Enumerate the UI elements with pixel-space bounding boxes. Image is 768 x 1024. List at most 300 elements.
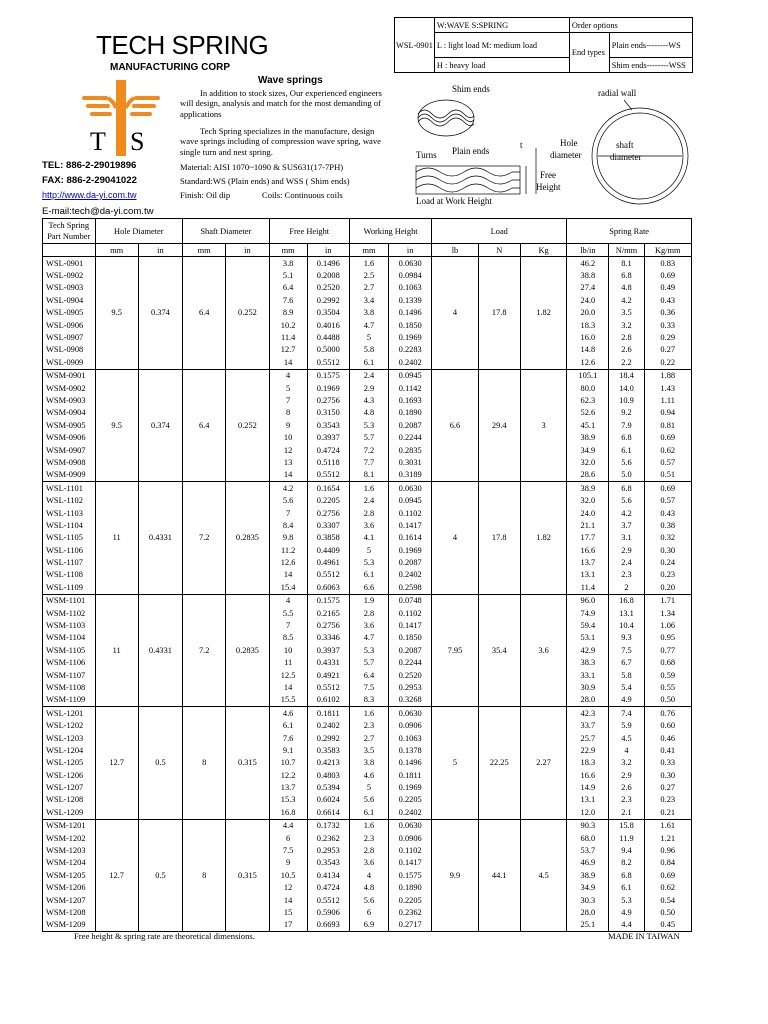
spring-rate-cell: 0.33: [644, 319, 692, 331]
logo-letter-s: S: [130, 127, 145, 156]
table-row: [43, 594, 692, 607]
load-n-cell: 44.1: [478, 819, 520, 932]
height-cell: 0.0630: [389, 819, 432, 832]
spring-rate-cell: 0.50: [644, 694, 692, 707]
height-cell: 0.6614: [307, 806, 349, 819]
height-cell: 5.3: [349, 644, 388, 656]
height-cell: 6: [349, 906, 388, 918]
height-cell: 0.1850: [389, 319, 432, 331]
spring-rate-cell: 6.1: [609, 882, 644, 894]
part-number-cell: WSL-1108: [43, 569, 96, 581]
part-number-cell: WSM-1209: [43, 919, 96, 932]
height-cell: 0.3346: [307, 632, 349, 644]
part-number-cell: WSL-1203: [43, 732, 96, 744]
company-subtitle: MANUFACTURING CORP: [110, 62, 230, 73]
unit-label: lb/in: [567, 244, 609, 257]
height-cell: 3.8: [349, 307, 388, 319]
height-cell: 4.4: [269, 819, 307, 832]
height-cell: 6.1: [349, 569, 388, 581]
height-cell: 0.0984: [389, 269, 432, 281]
logo-letter-t: T: [90, 127, 106, 156]
height-cell: 0.2717: [389, 919, 432, 932]
height-cell: 0.1142: [389, 382, 432, 394]
spring-rate-cell: 5.8: [609, 669, 644, 681]
spring-rate-cell: 1.71: [644, 594, 692, 607]
height-cell: 9.1: [269, 744, 307, 756]
height-cell: 3.4: [349, 294, 388, 306]
shaft-mm-cell: 8: [183, 819, 226, 932]
height-cell: 6.1: [269, 719, 307, 731]
part-number-cell: WSM-0909: [43, 469, 96, 482]
height-cell: 2.8: [349, 507, 388, 519]
spring-rate-cell: 9.3: [609, 632, 644, 644]
height-cell: 5.1: [269, 269, 307, 281]
part-number-cell: WSL-1106: [43, 544, 96, 556]
spring-rate-cell: 4: [609, 744, 644, 756]
height-cell: 7.7: [349, 456, 388, 468]
load-kg-cell: 1.82: [520, 257, 566, 370]
part-number-cell: WSM-1108: [43, 681, 96, 693]
unit-label: mm: [269, 244, 307, 257]
header-spring-rate: Spring Rate: [567, 219, 692, 244]
hole-mm-cell: 11: [95, 482, 138, 595]
height-cell: 0.0906: [389, 832, 432, 844]
height-cell: 0.5512: [307, 681, 349, 693]
height-cell: 0.4961: [307, 556, 349, 568]
height-cell: 1.6: [349, 257, 388, 270]
spring-rate-cell: 27.4: [567, 282, 609, 294]
load-lb-cell: 6.6: [432, 369, 478, 482]
spring-rate-cell: 0.94: [644, 407, 692, 419]
height-cell: 3.5: [349, 744, 388, 756]
spring-rate-cell: 3.2: [609, 757, 644, 769]
height-cell: 3.6: [349, 619, 388, 631]
spring-rate-cell: 8.1: [609, 257, 644, 270]
height-cell: 6.6: [349, 581, 388, 594]
height-cell: 14: [269, 469, 307, 482]
height-cell: 0.4488: [307, 331, 349, 343]
height-cell: 0.4134: [307, 869, 349, 881]
height-cell: 4.7: [349, 632, 388, 644]
spring-rate-cell: 74.9: [567, 607, 609, 619]
height-cell: 5.6: [349, 794, 388, 806]
spring-rate-cell: 20.0: [567, 307, 609, 319]
part-number-cell: WSM-0908: [43, 456, 96, 468]
height-cell: 5: [269, 382, 307, 394]
spring-rate-cell: 2.9: [609, 769, 644, 781]
height-cell: 7.2: [349, 444, 388, 456]
shaft-mm-cell: 6.4: [183, 369, 226, 482]
unit-label: N: [478, 244, 520, 257]
hole-in-cell: 0.5: [138, 819, 182, 932]
spring-rate-cell: 1.06: [644, 619, 692, 631]
unit-label: Kg: [520, 244, 566, 257]
table-row: [43, 819, 692, 832]
height-cell: 6.1: [349, 356, 388, 369]
shaft-mm-cell: 7.2: [183, 482, 226, 595]
height-cell: 4.1: [349, 532, 388, 544]
height-cell: 9.8: [269, 532, 307, 544]
shaft-mm-cell: 8: [183, 707, 226, 820]
unit-label: in: [138, 244, 182, 257]
spring-rate-cell: 96.0: [567, 594, 609, 607]
unit-label: N/mm: [609, 244, 644, 257]
height-cell: 0.1575: [307, 369, 349, 382]
height-cell: 5.3: [349, 419, 388, 431]
height-cell: 12.6: [269, 556, 307, 568]
height-cell: 15.4: [269, 581, 307, 594]
spring-rate-cell: 0.76: [644, 707, 692, 720]
spring-rate-cell: 0.69: [644, 431, 692, 443]
height-cell: 0.1063: [389, 282, 432, 294]
spring-rate-cell: 46.2: [567, 257, 609, 270]
height-cell: 0.2756: [307, 394, 349, 406]
spring-rate-cell: 5.0: [609, 469, 644, 482]
spring-rate-cell: 0.38: [644, 519, 692, 531]
spring-rate-cell: 0.69: [644, 869, 692, 881]
spring-rate-cell: 34.9: [567, 444, 609, 456]
spring-rate-cell: 0.41: [644, 744, 692, 756]
height-cell: 10.2: [269, 319, 307, 331]
part-number-cell: WSM-1207: [43, 894, 96, 906]
height-cell: 12.7: [269, 344, 307, 356]
height-cell: 2.5: [349, 269, 388, 281]
spring-rate-cell: 0.46: [644, 732, 692, 744]
part-number-cell: WSM-0902: [43, 382, 96, 394]
spring-rate-cell: 80.0: [567, 382, 609, 394]
height-cell: 14: [269, 569, 307, 581]
height-cell: 2.4: [349, 494, 388, 506]
height-cell: 12: [269, 444, 307, 456]
spring-rate-cell: 10.4: [609, 619, 644, 631]
height-cell: 0.6693: [307, 919, 349, 932]
table-row: [43, 707, 692, 720]
spring-rate-cell: 0.68: [644, 657, 692, 669]
shaft-in-cell: 0.2835: [226, 594, 269, 707]
height-cell: 0.1102: [389, 507, 432, 519]
height-cell: 6.4: [269, 282, 307, 294]
part-number-cell: WSL-1107: [43, 556, 96, 568]
height-cell: 0.1378: [389, 744, 432, 756]
plain-ends-option: Plain ends--------WS: [609, 33, 692, 58]
height-cell: 2.3: [349, 719, 388, 731]
part-number-cell: WSL-1109: [43, 581, 96, 594]
height-cell: 0.6024: [307, 794, 349, 806]
height-cell: 4.3: [349, 394, 388, 406]
height-cell: 0.0630: [389, 482, 432, 495]
table-row: [43, 482, 692, 495]
spring-rate-cell: 13.7: [567, 556, 609, 568]
part-number-cell: WSM-1102: [43, 607, 96, 619]
height-cell: 0.1811: [307, 707, 349, 720]
spring-rate-cell: 32.0: [567, 494, 609, 506]
part-number-cell: WSM-0907: [43, 444, 96, 456]
height-cell: 8.1: [349, 469, 388, 482]
part-number-cell: WSM-0904: [43, 407, 96, 419]
height-cell: 0.2835: [389, 444, 432, 456]
shaft-in-cell: 0.315: [226, 819, 269, 932]
height-cell: 0.3504: [307, 307, 349, 319]
spring-rate-cell: 1.61: [644, 819, 692, 832]
load-legend-2: H : heavy load: [434, 58, 569, 73]
spring-rate-cell: 4.2: [609, 507, 644, 519]
height-cell: 7.5: [349, 681, 388, 693]
hole-in-cell: 0.374: [138, 257, 182, 370]
height-cell: 0.1850: [389, 632, 432, 644]
email-text: E-mail:tech@da-yi.com.tw: [42, 206, 154, 217]
spring-rate-cell: 7.4: [609, 707, 644, 720]
spring-rate-cell: 13.1: [567, 569, 609, 581]
height-cell: 0.2992: [307, 732, 349, 744]
spring-rate-cell: 2.9: [609, 544, 644, 556]
height-cell: 0.2244: [389, 431, 432, 443]
fax-text: FAX: 886-2-29041022: [42, 175, 137, 186]
part-number-cell: WSM-1101: [43, 594, 96, 607]
height-cell: 0.1654: [307, 482, 349, 495]
spring-rate-cell: 18.3: [567, 757, 609, 769]
height-cell: 0.1417: [389, 519, 432, 531]
spring-rate-cell: 42.3: [567, 707, 609, 720]
height-cell: 0.2520: [389, 669, 432, 681]
header-hole-diameter: Hole Diameter: [95, 219, 183, 244]
spring-rate-cell: 15.8: [609, 819, 644, 832]
spring-rate-cell: 25.1: [567, 919, 609, 932]
height-cell: 0.1969: [389, 544, 432, 556]
height-cell: 0.1496: [389, 757, 432, 769]
height-cell: 11: [269, 657, 307, 669]
height-cell: 0.1969: [307, 382, 349, 394]
spring-rate-cell: 0.69: [644, 482, 692, 495]
load-kg-cell: 4.5: [520, 819, 566, 932]
height-cell: 0.1102: [389, 844, 432, 856]
part-number-cell: WSL-1204: [43, 744, 96, 756]
spring-rate-cell: 0.23: [644, 794, 692, 806]
height-cell: 0.4016: [307, 319, 349, 331]
part-number-cell: WSL-0907: [43, 331, 96, 343]
company-logo: [78, 78, 164, 158]
spring-rate-cell: 0.62: [644, 444, 692, 456]
spring-rate-cell: 0.50: [644, 906, 692, 918]
height-cell: 0.1732: [307, 819, 349, 832]
height-cell: 0.1575: [389, 869, 432, 881]
height-cell: 0.2756: [307, 507, 349, 519]
part-number-cell: WSM-1105: [43, 644, 96, 656]
spring-rate-cell: 5.9: [609, 719, 644, 731]
made-in-label: MADE IN TAIWAN: [608, 931, 680, 941]
spring-rate-cell: 0.43: [644, 294, 692, 306]
spring-rate-cell: 7.9: [609, 419, 644, 431]
height-cell: 0.2087: [389, 419, 432, 431]
hole-mm-cell: 9.5: [95, 369, 138, 482]
footnote: Free height & spring rate are theoretical dimensions.: [74, 931, 255, 941]
height-cell: 6.9: [349, 919, 388, 932]
spring-rate-cell: 32.0: [567, 456, 609, 468]
tel-text: TEL: 886-2-29019896: [42, 160, 137, 171]
spring-rate-cell: 1.88: [644, 369, 692, 382]
height-cell: 0.0630: [389, 257, 432, 270]
spring-rate-cell: 53.7: [567, 844, 609, 856]
spring-rate-cell: 33.7: [567, 719, 609, 731]
material-text: Material: AISI 1070~1090 & SUS631(17-7PH): [180, 162, 344, 172]
spring-rate-cell: 45.1: [567, 419, 609, 431]
height-cell: 4: [269, 369, 307, 382]
height-cell: 0.2087: [389, 644, 432, 656]
height-cell: 0.5394: [307, 781, 349, 793]
load-lb-cell: 7.95: [432, 594, 478, 707]
order-options-table: [394, 17, 693, 73]
shim-ends-option: Shim ends--------WSS: [609, 58, 692, 73]
height-cell: 14: [269, 356, 307, 369]
height-cell: 6.4: [349, 669, 388, 681]
part-number-cell: WSM-0905: [43, 419, 96, 431]
height-cell: 0.2402: [307, 719, 349, 731]
load-n-cell: 35.4: [478, 594, 520, 707]
height-cell: 7: [269, 619, 307, 631]
height-cell: 8.9: [269, 307, 307, 319]
load-kg-cell: 3.6: [520, 594, 566, 707]
spring-rate-cell: 2.8: [609, 331, 644, 343]
height-cell: 5: [349, 544, 388, 556]
spring-rate-cell: 9.2: [609, 407, 644, 419]
load-lb-cell: 5: [432, 707, 478, 820]
spring-rate-cell: 1.34: [644, 607, 692, 619]
height-cell: 0.0630: [389, 707, 432, 720]
part-number-cell: WSL-1103: [43, 507, 96, 519]
spring-rate-cell: 2.1: [609, 806, 644, 819]
part-number-cell: WSM-1104: [43, 632, 96, 644]
spring-rate-cell: 0.20: [644, 581, 692, 594]
spring-rate-cell: 0.81: [644, 419, 692, 431]
spring-rate-cell: 0.59: [644, 669, 692, 681]
hole-in-cell: 0.4331: [138, 594, 182, 707]
label-hole: Hole: [560, 138, 578, 148]
height-cell: 12.2: [269, 769, 307, 781]
height-cell: 0.3543: [307, 857, 349, 869]
spring-rate-cell: 38.9: [567, 482, 609, 495]
spring-rate-cell: 0.22: [644, 356, 692, 369]
shaft-mm-cell: 7.2: [183, 594, 226, 707]
part-number-cell: WSL-1205: [43, 757, 96, 769]
part-number-cell: WSM-1204: [43, 857, 96, 869]
height-cell: 5: [349, 331, 388, 343]
load-lb-cell: 4: [432, 257, 478, 370]
website-link[interactable]: http://www.da-yi.com.tw: [42, 190, 137, 200]
spring-rate-cell: 2.2: [609, 356, 644, 369]
end-types-label: End types: [569, 33, 609, 73]
height-cell: 7: [269, 394, 307, 406]
height-cell: 4.8: [349, 882, 388, 894]
spring-rate-cell: 0.83: [644, 257, 692, 270]
height-cell: 12.5: [269, 669, 307, 681]
height-cell: 0.6063: [307, 581, 349, 594]
spring-rate-cell: 10.9: [609, 394, 644, 406]
spring-rate-cell: 0.33: [644, 757, 692, 769]
spring-rate-cell: 2: [609, 581, 644, 594]
height-cell: 0.1496: [307, 257, 349, 270]
height-cell: 8.4: [269, 519, 307, 531]
height-cell: 13.7: [269, 781, 307, 793]
height-cell: 7: [269, 507, 307, 519]
spring-rate-cell: 17.7: [567, 532, 609, 544]
height-cell: 0.3583: [307, 744, 349, 756]
height-cell: 0.5512: [307, 894, 349, 906]
spring-rate-cell: 2.6: [609, 344, 644, 356]
coils-text: Coils: Continuous coils: [262, 190, 343, 200]
spring-rate-cell: 13.1: [567, 794, 609, 806]
height-cell: 0.6102: [307, 694, 349, 707]
height-cell: 0.4724: [307, 882, 349, 894]
height-cell: 2.7: [349, 282, 388, 294]
spring-rate-cell: 4.9: [609, 694, 644, 707]
spring-rate-cell: 1.11: [644, 394, 692, 406]
unit-label: mm: [95, 244, 138, 257]
spring-rate-cell: 6.7: [609, 657, 644, 669]
header-shaft-diameter: Shaft Diameter: [183, 219, 270, 244]
table-row: [43, 257, 692, 270]
spring-rate-cell: 38.9: [567, 431, 609, 443]
spring-rate-cell: 22.9: [567, 744, 609, 756]
load-lb-cell: 9.9: [432, 819, 478, 932]
spring-rate-cell: 16.6: [567, 769, 609, 781]
height-cell: 0.2008: [307, 269, 349, 281]
height-cell: 0.0945: [389, 494, 432, 506]
height-cell: 1.6: [349, 707, 388, 720]
height-cell: 15.5: [269, 694, 307, 707]
order-options-heading: Order options: [569, 18, 692, 33]
height-cell: 0.1890: [389, 882, 432, 894]
height-cell: 11.4: [269, 331, 307, 343]
height-cell: 0.0906: [389, 719, 432, 731]
height-cell: 4.8: [349, 407, 388, 419]
spring-rate-cell: 12.6: [567, 356, 609, 369]
spring-rate-cell: 7.5: [609, 644, 644, 656]
spring-rate-cell: 68.0: [567, 832, 609, 844]
spring-rate-cell: 5.6: [609, 456, 644, 468]
part-number-cell: WSL-1105: [43, 532, 96, 544]
height-cell: 5.6: [349, 894, 388, 906]
spring-rate-cell: 24.0: [567, 294, 609, 306]
height-cell: 4.6: [349, 769, 388, 781]
hole-mm-cell: 11: [95, 594, 138, 707]
spring-rate-cell: 16.0: [567, 331, 609, 343]
spring-rate-cell: 0.77: [644, 644, 692, 656]
spring-rate-cell: 0.43: [644, 507, 692, 519]
height-cell: 0.4409: [307, 544, 349, 556]
part-number-cell: WSM-1103: [43, 619, 96, 631]
load-n-cell: 29.4: [478, 369, 520, 482]
hole-mm-cell: 12.7: [95, 707, 138, 820]
load-kg-cell: 1.82: [520, 482, 566, 595]
height-cell: 5.3: [349, 556, 388, 568]
spring-rate-cell: 0.62: [644, 882, 692, 894]
height-cell: 12: [269, 882, 307, 894]
height-cell: 2.7: [349, 732, 388, 744]
height-cell: 13: [269, 456, 307, 468]
spring-rate-cell: 16.8: [609, 594, 644, 607]
spring-rate-cell: 30.3: [567, 894, 609, 906]
unit-label: mm: [349, 244, 388, 257]
height-cell: 0.4803: [307, 769, 349, 781]
spring-rate-cell: 8.2: [609, 857, 644, 869]
spring-rate-cell: 52.6: [567, 407, 609, 419]
table-row: [43, 369, 692, 382]
spring-rate-cell: 0.36: [644, 307, 692, 319]
part-number-cell: WSM-1206: [43, 882, 96, 894]
height-cell: 3.6: [349, 519, 388, 531]
spring-rate-cell: 0.60: [644, 719, 692, 731]
spring-rate-cell: 0.51: [644, 469, 692, 482]
part-number-cell: WSM-1208: [43, 906, 96, 918]
